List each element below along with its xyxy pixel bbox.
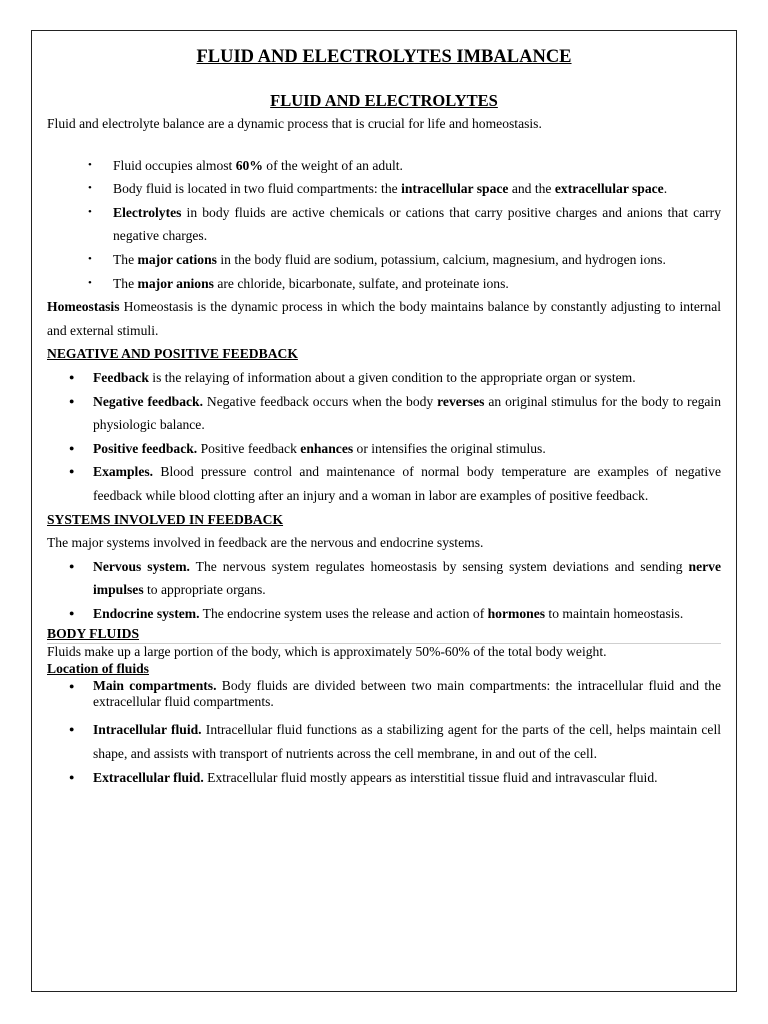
homeostasis-paragraph: Homeostasis Homeostasis is the dynamic process in which the body maintains balance by constantly adjusting to internal and external stimuli. xyxy=(47,299,721,338)
list-item: ● Feedback is the relaying of information about a given condition to the appropriate organ or system. xyxy=(47,366,721,390)
list-item: ● Main compartments. Body fluids are divided between two main compartments: the intracellular fluid and the extracellular fluid compartments. xyxy=(47,678,721,710)
facts-list xyxy=(47,154,721,296)
intro-paragraph: Fluid and electrolyte balance are a dynamic process that is crucial for life and homeostasis. xyxy=(47,116,542,131)
list-item: • Body fluid is located in two fluid compartments: the intracellular space and the extracellular space. xyxy=(47,177,721,201)
list-item: ● Extracellular fluid. Extracellular fluid mostly appears as interstitial tissue fluid and intravascular fluid. xyxy=(47,766,721,790)
systems-intro: The major systems involved in feedback are the nervous and endocrine systems. xyxy=(47,535,484,551)
systems-heading: SYSTEMS INVOLVED IN FEEDBACK xyxy=(47,511,284,527)
list-item: • Fluid occupies almost 60% of the weight of an adult. xyxy=(47,154,721,178)
list-item: • Electrolytes in body fluids are active chemicals or cations that carry positive charges and anions that carry negative charges. xyxy=(47,201,721,248)
feedback-list xyxy=(47,366,721,508)
document-title: FLUID AND ELECTROLYTES IMBALANCE xyxy=(196,47,572,67)
list-item: • The major cations in the body fluid are sodium, potassium, calcium, magnesium, and hydrogen ions. xyxy=(47,248,721,272)
list-item: ● Intracellular fluid. Intracellular fluid functions as a stabilizing agent for the parts of the cell, helps maintain cell shape, and assists with transport of nutrients across the cell membrane, in and out of the cell. xyxy=(47,718,721,765)
location-heading: Location of fluids xyxy=(47,661,149,677)
list-item: ● Examples. Blood pressure control and maintenance of normal body temperature are examples of negative feedback while blood clotting after an injury and a woman in labor are examples of positive feedback. xyxy=(47,460,721,507)
body-fluids-intro: Fluids make up a large portion of the body, which is approximately 50%-60% of the total body weight. xyxy=(47,644,607,660)
document-body xyxy=(47,40,721,789)
list-item: ● Nervous system. The nervous system regulates homeostasis by sensing system deviations and sending nerve impulses to appropriate organs. xyxy=(47,555,721,602)
section-title: FLUID AND ELECTROLYTES xyxy=(270,91,498,110)
list-item: ● Positive feedback. Positive feedback enhances or intensifies the original stimulus. xyxy=(47,437,721,461)
list-item: • The major anions are chloride, bicarbonate, sulfate, and proteinate ions. xyxy=(47,272,721,296)
body-fluids-heading: BODY FLUIDS xyxy=(47,625,721,644)
feedback-heading: NEGATIVE AND POSITIVE FEEDBACK xyxy=(47,346,298,362)
systems-list xyxy=(47,555,721,626)
list-item: ● Endocrine system. The endocrine system uses the release and action of hormones to maintain homeostasis. xyxy=(47,602,721,626)
list-item: ● Negative feedback. Negative feedback occurs when the body reverses an original stimulus for the body to regain physiologic balance. xyxy=(47,390,721,437)
location-list xyxy=(47,678,721,789)
